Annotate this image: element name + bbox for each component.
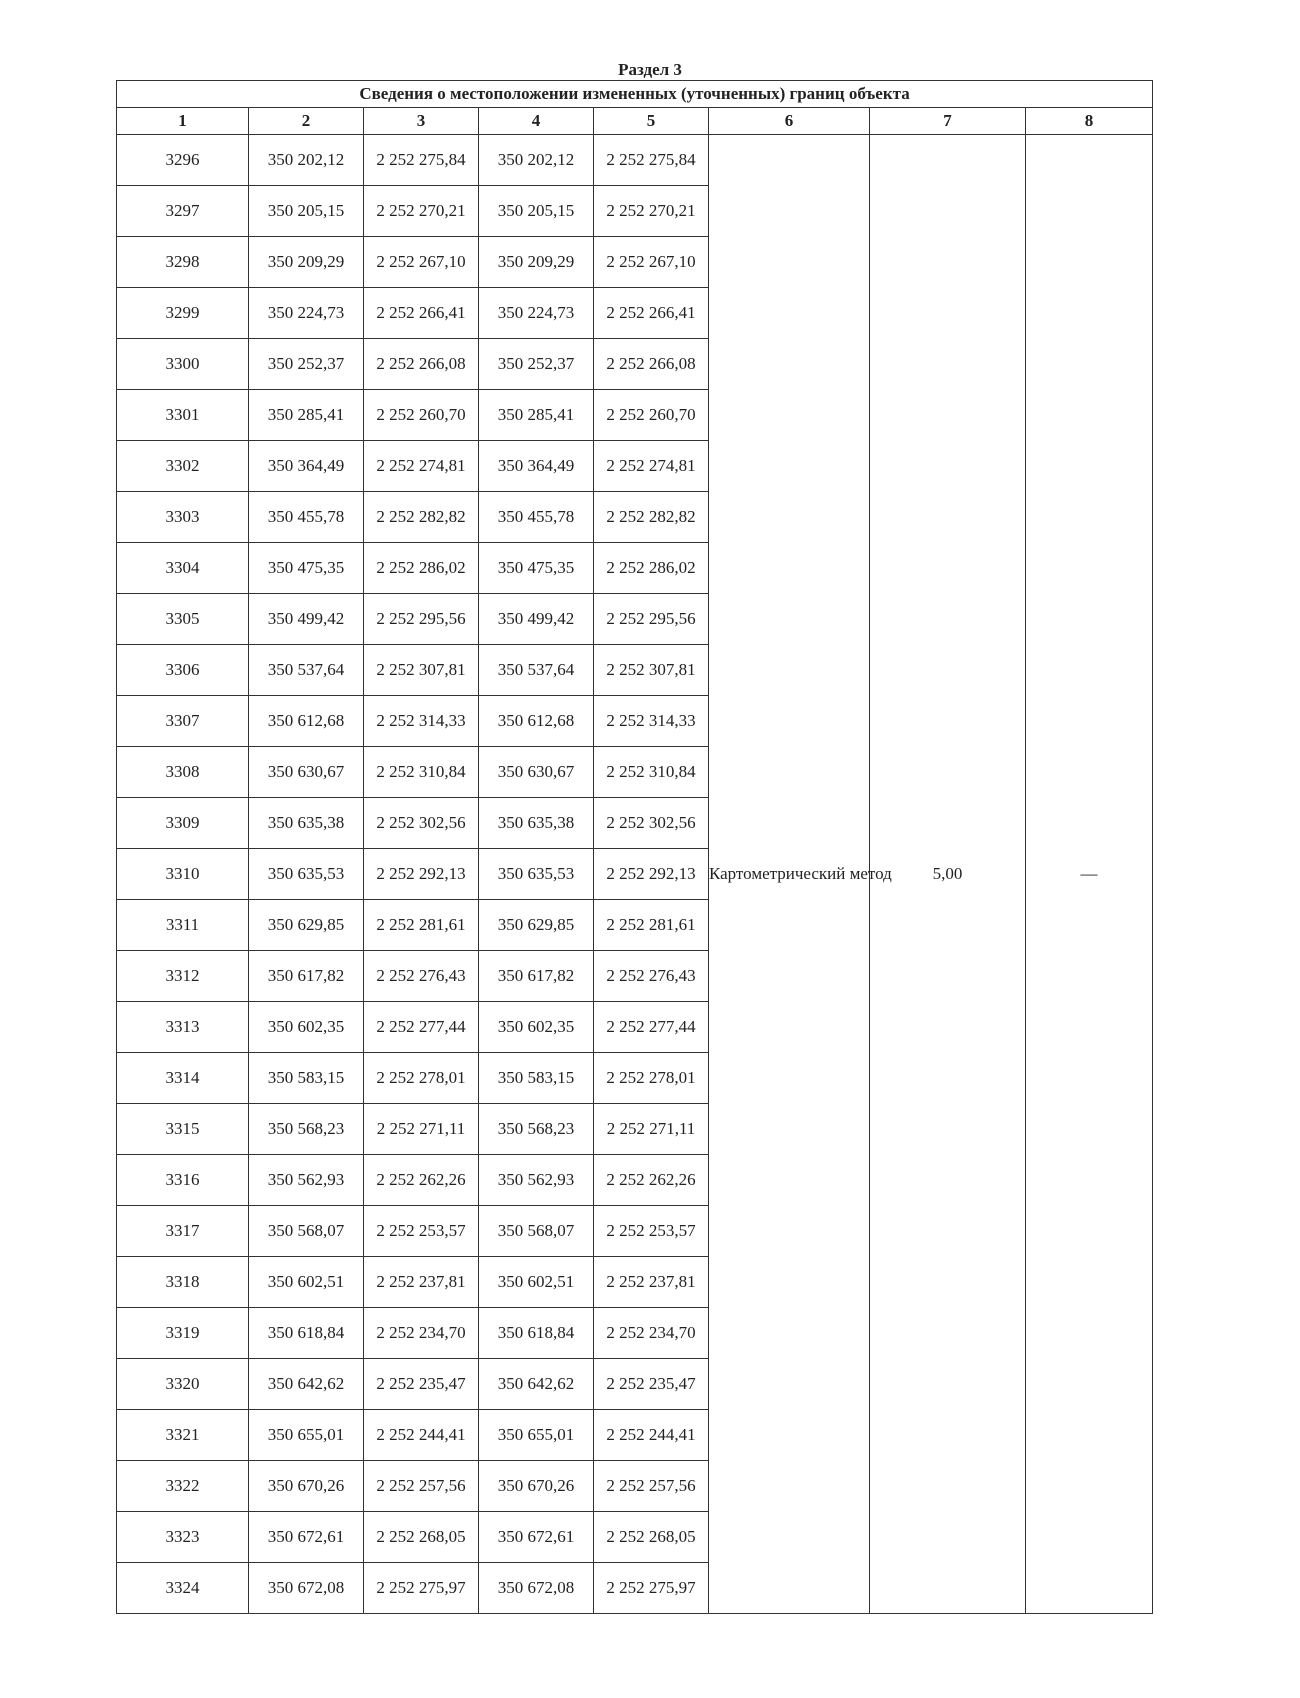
x-existing-cell: 350 499,42 [249,594,364,645]
y-refined-cell: 2 252 260,70 [594,390,709,441]
point-number-cell: 3313 [117,1002,249,1053]
point-number-cell: 3298 [117,237,249,288]
y-existing-cell: 2 252 271,11 [364,1104,479,1155]
y-refined-cell: 2 252 314,33 [594,696,709,747]
point-number-cell: 3305 [117,594,249,645]
x-existing-cell: 350 670,26 [249,1461,364,1512]
point-number-cell: 3324 [117,1563,249,1614]
y-existing-cell: 2 252 302,56 [364,798,479,849]
point-number-cell: 3303 [117,492,249,543]
y-existing-cell: 2 252 235,47 [364,1359,479,1410]
section-label: Раздел 3 [618,60,682,79]
y-refined-cell: 2 252 271,11 [594,1104,709,1155]
x-refined-cell: 350 364,49 [479,441,594,492]
y-existing-cell: 2 252 310,84 [364,747,479,798]
y-refined-cell: 2 252 276,43 [594,951,709,1002]
y-existing-cell: 2 252 292,13 [364,849,479,900]
point-number-cell: 3301 [117,390,249,441]
point-number-cell: 3312 [117,951,249,1002]
x-existing-cell: 350 635,38 [249,798,364,849]
y-refined-cell: 2 252 286,02 [594,543,709,594]
x-existing-cell: 350 455,78 [249,492,364,543]
y-existing-cell: 2 252 270,21 [364,186,479,237]
y-existing-cell: 2 252 268,05 [364,1512,479,1563]
x-refined-cell: 350 635,53 [479,849,594,900]
y-existing-cell: 2 252 275,97 [364,1563,479,1614]
x-existing-cell: 350 364,49 [249,441,364,492]
y-refined-cell: 2 252 262,26 [594,1155,709,1206]
y-refined-cell: 2 252 307,81 [594,645,709,696]
y-refined-cell: 2 252 257,56 [594,1461,709,1512]
x-refined-cell: 350 670,26 [479,1461,594,1512]
x-refined-cell: 350 475,35 [479,543,594,594]
x-existing-cell: 350 612,68 [249,696,364,747]
y-refined-cell: 2 252 244,41 [594,1410,709,1461]
y-existing-cell: 2 252 274,81 [364,441,479,492]
point-number-cell: 3309 [117,798,249,849]
column-number-6: 6 [709,108,870,135]
point-number-cell: 3318 [117,1257,249,1308]
y-existing-cell: 2 252 276,43 [364,951,479,1002]
x-existing-cell: 350 285,41 [249,390,364,441]
x-existing-cell: 350 635,53 [249,849,364,900]
point-number-cell: 3302 [117,441,249,492]
y-refined-cell: 2 252 295,56 [594,594,709,645]
y-refined-cell: 2 252 275,84 [594,135,709,186]
y-existing-cell: 2 252 234,70 [364,1308,479,1359]
x-refined-cell: 350 209,29 [479,237,594,288]
y-existing-cell: 2 252 275,84 [364,135,479,186]
x-existing-cell: 350 252,37 [249,339,364,390]
table-body [117,135,1153,1614]
y-existing-cell: 2 252 253,57 [364,1206,479,1257]
y-existing-cell: 2 252 295,56 [364,594,479,645]
y-existing-cell: 2 252 282,82 [364,492,479,543]
x-existing-cell: 350 602,51 [249,1257,364,1308]
y-existing-cell: 2 252 267,10 [364,237,479,288]
table-row [117,135,1153,186]
x-refined-cell: 350 642,62 [479,1359,594,1410]
y-refined-cell: 2 252 292,13 [594,849,709,900]
x-refined-cell: 350 630,67 [479,747,594,798]
y-existing-cell: 2 252 286,02 [364,543,479,594]
y-refined-cell: 2 252 277,44 [594,1002,709,1053]
x-existing-cell: 350 568,23 [249,1104,364,1155]
point-number-cell: 3300 [117,339,249,390]
x-existing-cell: 350 583,15 [249,1053,364,1104]
y-existing-cell: 2 252 260,70 [364,390,479,441]
y-refined-cell: 2 252 274,81 [594,441,709,492]
point-number-cell: 3320 [117,1359,249,1410]
x-existing-cell: 350 562,93 [249,1155,364,1206]
x-existing-cell: 350 568,07 [249,1206,364,1257]
column-number-8: 8 [1026,108,1153,135]
y-refined-cell: 2 252 310,84 [594,747,709,798]
x-refined-cell: 350 602,51 [479,1257,594,1308]
x-existing-cell: 350 475,35 [249,543,364,594]
y-refined-cell: 2 252 237,81 [594,1257,709,1308]
x-existing-cell: 350 672,61 [249,1512,364,1563]
boundary-coordinates-table [116,80,1153,1614]
x-refined-cell: 350 224,73 [479,288,594,339]
point-number-cell: 3308 [117,747,249,798]
y-existing-cell: 2 252 262,26 [364,1155,479,1206]
y-existing-cell: 2 252 237,81 [364,1257,479,1308]
y-refined-cell: 2 252 235,47 [594,1359,709,1410]
y-existing-cell: 2 252 266,08 [364,339,479,390]
y-refined-cell: 2 252 267,10 [594,237,709,288]
x-existing-cell: 350 602,35 [249,1002,364,1053]
point-number-cell: 3304 [117,543,249,594]
x-refined-cell: 350 655,01 [479,1410,594,1461]
column-number-7: 7 [870,108,1026,135]
point-number-cell: 3316 [117,1155,249,1206]
point-number-cell: 3321 [117,1410,249,1461]
x-existing-cell: 350 537,64 [249,645,364,696]
column-number-2: 2 [249,108,364,135]
point-number-cell: 3322 [117,1461,249,1512]
x-existing-cell: 350 655,01 [249,1410,364,1461]
x-refined-cell: 350 568,07 [479,1206,594,1257]
y-refined-cell: 2 252 281,61 [594,900,709,951]
x-existing-cell: 350 672,08 [249,1563,364,1614]
x-existing-cell: 350 618,84 [249,1308,364,1359]
x-refined-cell: 350 672,61 [479,1512,594,1563]
y-existing-cell: 2 252 257,56 [364,1461,479,1512]
y-existing-cell: 2 252 266,41 [364,288,479,339]
x-refined-cell: 350 499,42 [479,594,594,645]
description-cell: — [1026,135,1153,1614]
column-number-5: 5 [594,108,709,135]
x-refined-cell: 350 285,41 [479,390,594,441]
accuracy-cell: 5,00 [870,135,1026,1614]
x-refined-cell: 350 583,15 [479,1053,594,1104]
x-refined-cell: 350 635,38 [479,798,594,849]
point-number-cell: 3297 [117,186,249,237]
x-refined-cell: 350 672,08 [479,1563,594,1614]
x-refined-cell: 350 202,12 [479,135,594,186]
y-refined-cell: 2 252 266,08 [594,339,709,390]
x-existing-cell: 350 202,12 [249,135,364,186]
point-number-cell: 3314 [117,1053,249,1104]
point-number-cell: 3323 [117,1512,249,1563]
y-refined-cell: 2 252 302,56 [594,798,709,849]
x-existing-cell: 350 205,15 [249,186,364,237]
method-cell: Картометрический метод [709,135,870,1614]
column-number-1: 1 [117,108,249,135]
x-existing-cell: 350 629,85 [249,900,364,951]
x-existing-cell: 350 224,73 [249,288,364,339]
y-refined-cell: 2 252 268,05 [594,1512,709,1563]
x-refined-cell: 350 455,78 [479,492,594,543]
y-refined-cell: 2 252 253,57 [594,1206,709,1257]
y-refined-cell: 2 252 234,70 [594,1308,709,1359]
y-refined-cell: 2 252 270,21 [594,186,709,237]
point-number-cell: 3307 [117,696,249,747]
y-existing-cell: 2 252 307,81 [364,645,479,696]
x-refined-cell: 350 568,23 [479,1104,594,1155]
y-existing-cell: 2 252 314,33 [364,696,479,747]
x-existing-cell: 350 642,62 [249,1359,364,1410]
point-number-cell: 3299 [117,288,249,339]
column-number-4: 4 [479,108,594,135]
x-existing-cell: 350 617,82 [249,951,364,1002]
point-number-cell: 3296 [117,135,249,186]
point-number-cell: 3319 [117,1308,249,1359]
x-refined-cell: 350 617,82 [479,951,594,1002]
column-number-3: 3 [364,108,479,135]
point-number-cell: 3317 [117,1206,249,1257]
x-existing-cell: 350 630,67 [249,747,364,798]
table-title: Сведения о местоположении измененных (уточненных) границ объекта [117,81,1153,108]
point-number-cell: 3315 [117,1104,249,1155]
point-number-cell: 3306 [117,645,249,696]
x-refined-cell: 350 629,85 [479,900,594,951]
x-refined-cell: 350 618,84 [479,1308,594,1359]
x-refined-cell: 350 612,68 [479,696,594,747]
y-existing-cell: 2 252 278,01 [364,1053,479,1104]
y-refined-cell: 2 252 278,01 [594,1053,709,1104]
y-existing-cell: 2 252 244,41 [364,1410,479,1461]
y-refined-cell: 2 252 275,97 [594,1563,709,1614]
x-existing-cell: 350 209,29 [249,237,364,288]
x-refined-cell: 350 252,37 [479,339,594,390]
x-refined-cell: 350 537,64 [479,645,594,696]
x-refined-cell: 350 205,15 [479,186,594,237]
y-existing-cell: 2 252 277,44 [364,1002,479,1053]
y-refined-cell: 2 252 266,41 [594,288,709,339]
x-refined-cell: 350 562,93 [479,1155,594,1206]
point-number-cell: 3310 [117,849,249,900]
y-refined-cell: 2 252 282,82 [594,492,709,543]
point-number-cell: 3311 [117,900,249,951]
x-refined-cell: 350 602,35 [479,1002,594,1053]
y-existing-cell: 2 252 281,61 [364,900,479,951]
column-number-row [117,108,1153,135]
